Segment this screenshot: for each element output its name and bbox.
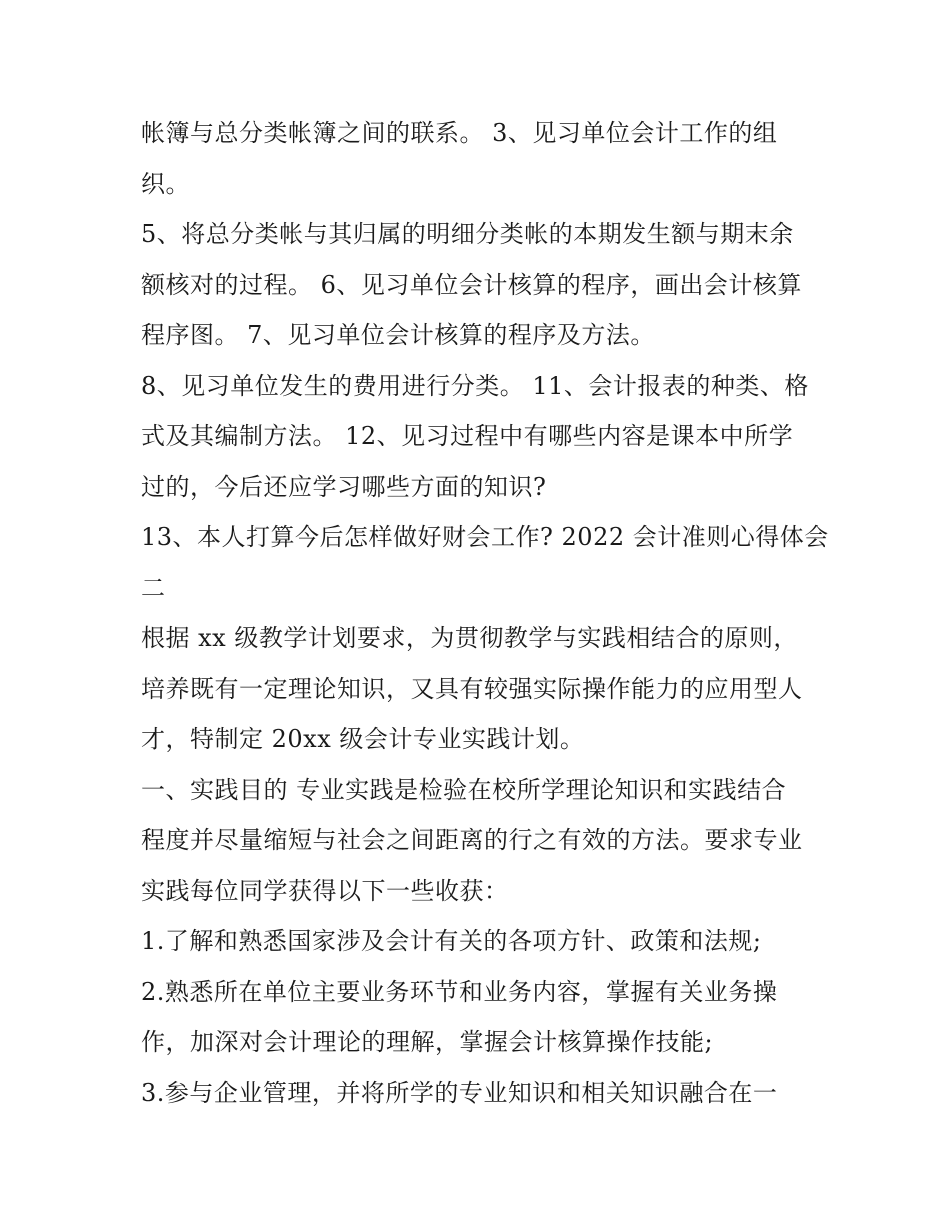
text-line: 8、见习单位发生的费用进行分类。 11、会计报表的种类、格 [141,371,809,400]
text-line: 13、本人打算今后怎样做好财会工作? 2022 会计准则心得体会 [141,523,829,551]
text-line: 式及其编制方法。 12、见习过程中有哪些内容是课本中所学 [141,422,794,450]
text-line: 根据 xx 级教学计划要求，为贯彻教学与实践相结合的原则， [141,624,798,652]
text-line: 2.熟悉所在单位主要业务环节和业务内容，掌握有关业务操 [141,977,778,1006]
text-line: 一、实践目的 专业实践是检验在校所学理论知识和实践结合 [141,775,787,804]
text-line: 1.了解和熟悉国家涉及会计有关的各项方针、政策和法规; [141,927,762,955]
text-line: 培养既有一定理论知识，又具有较强实际操作能力的应用型人 [141,674,803,703]
text-line: 作，加深对会计理论的理解，掌握会计核算操作技能; [141,1028,714,1056]
text-line: 织。 [141,169,190,198]
text-line: 帐簿与总分类帐簿之间的联系。 3、见习单位会计工作的组 [141,119,778,147]
text-line: 5、将总分类帐与其归属的明细分类帐的本期发生额与期末余 [141,220,794,248]
text-line: 才，特制定 20xx 级会计专业实践计划。 [141,725,585,753]
text-line: 3.参与企业管理，并将所学的专业知识和相关知识融合在一 [141,1078,778,1107]
text-line: 过的，今后还应学习哪些方面的知识? [141,472,547,501]
text-line: 程序图。 7、见习单位会计核算的程序及方法。 [141,321,655,349]
document-body [141,108,829,1118]
text-line: 实践每位同学获得以下一些收获： [141,876,509,905]
text-line: 二 [141,573,166,602]
text-line: 额核对的过程。 6、见习单位会计核算的程序，画出会计核算 [141,270,802,299]
text-line: 程度并尽量缩短与社会之间距离的行之有效的方法。要求专业 [141,826,803,854]
